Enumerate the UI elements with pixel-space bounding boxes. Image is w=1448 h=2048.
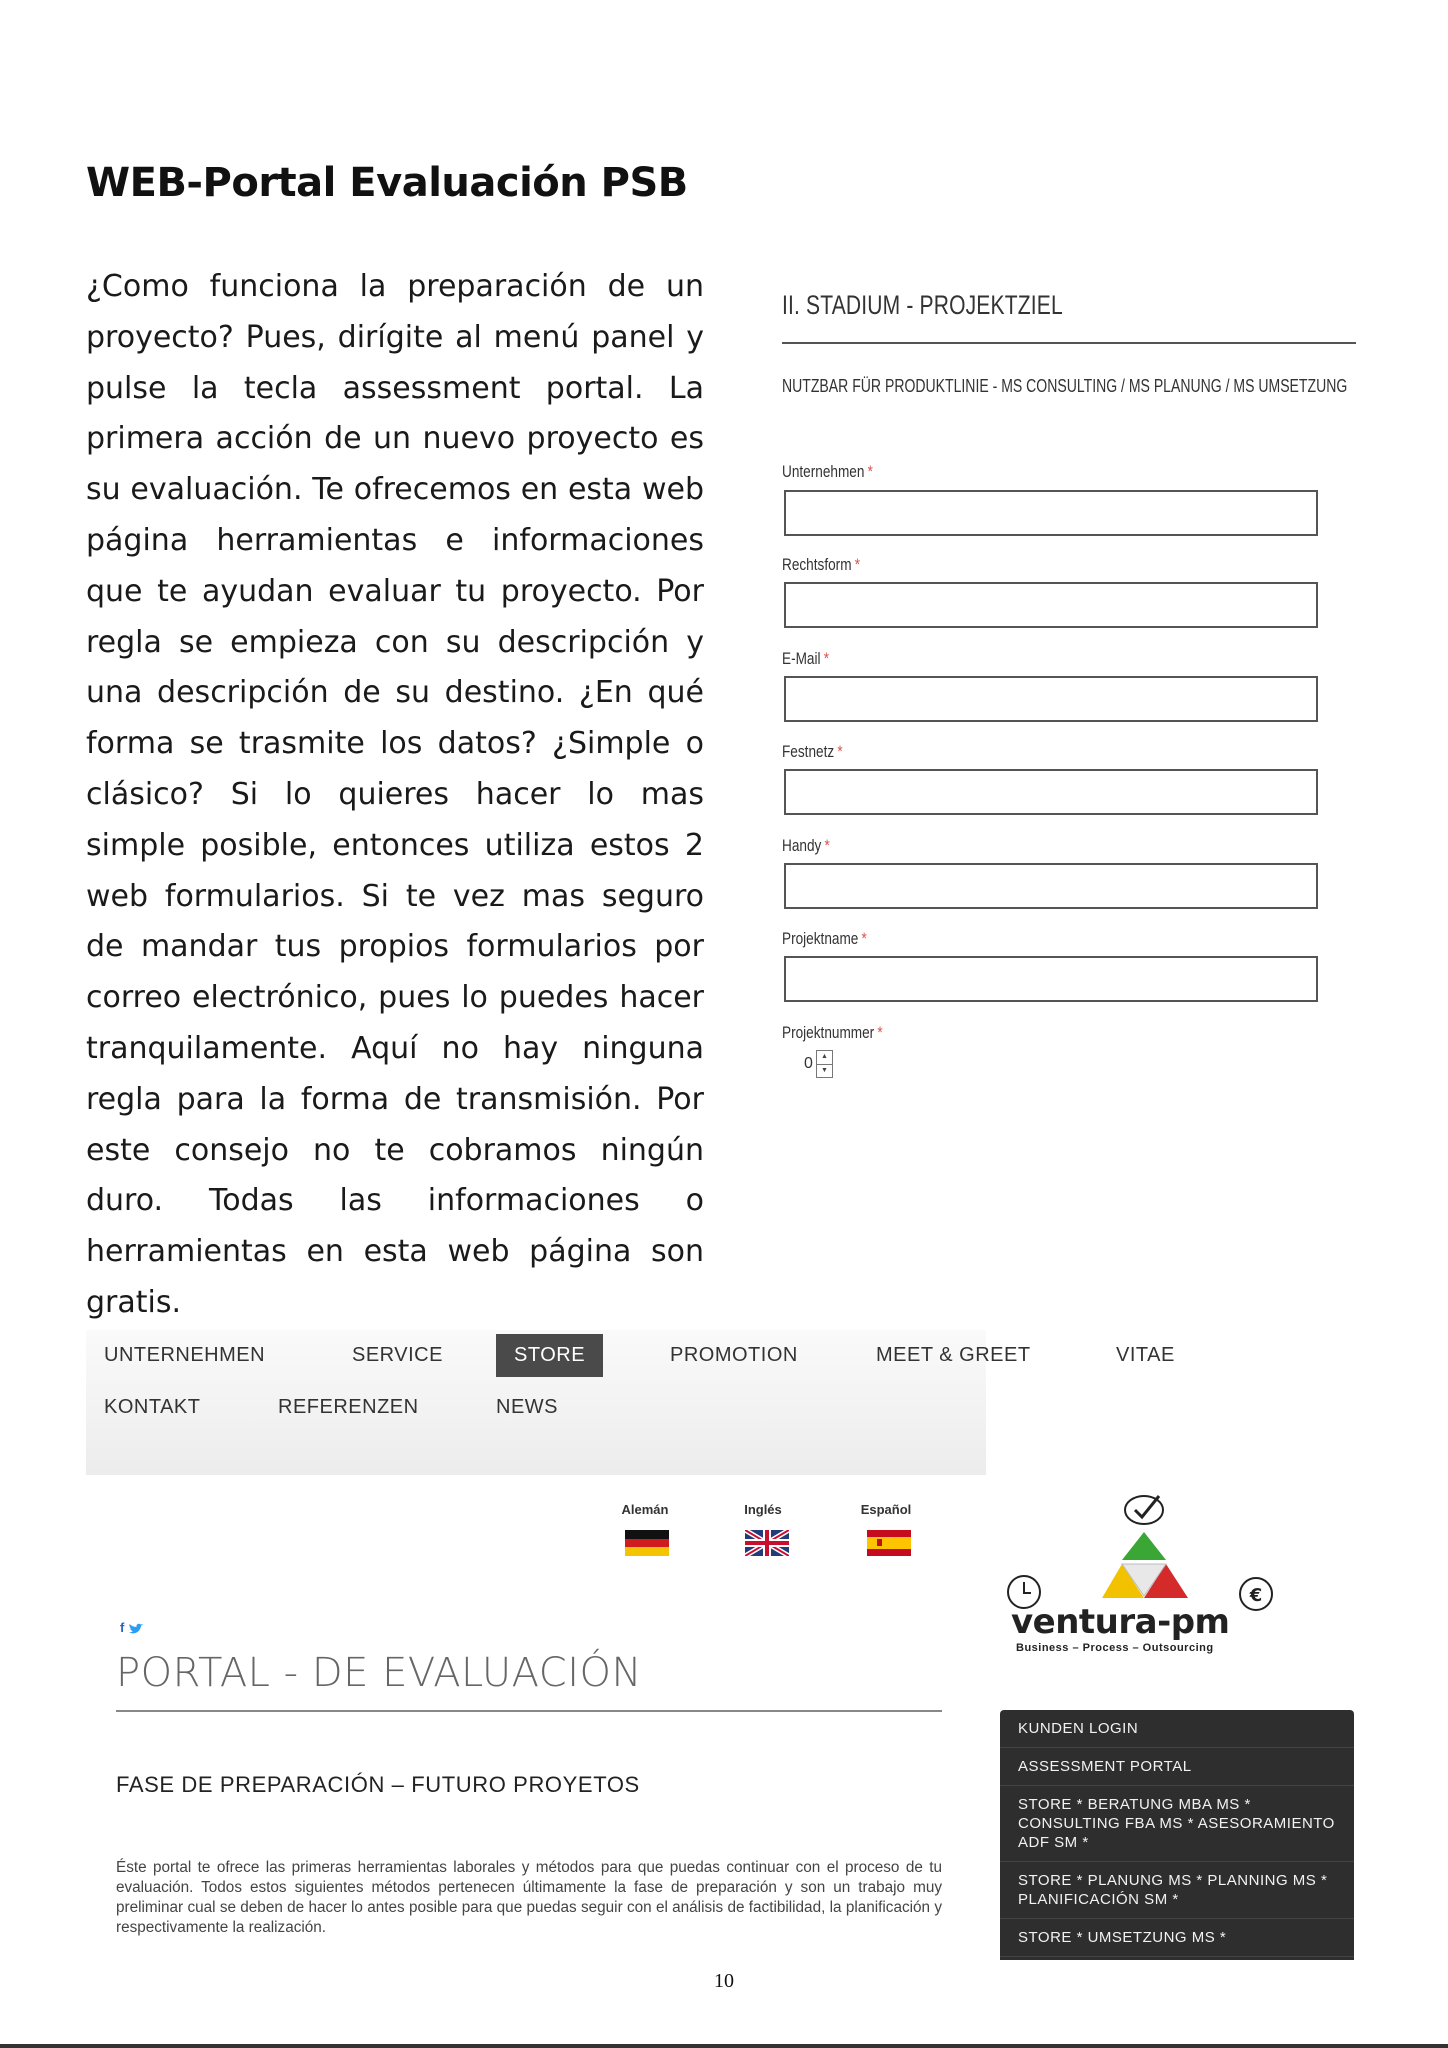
projektnummer-value: 0 [804, 1055, 813, 1072]
lang-label-ingles: Inglés [744, 1502, 782, 1517]
unternehmen-input[interactable] [784, 490, 1318, 536]
svg-text:€: € [1249, 1585, 1263, 1606]
stepper-down-icon[interactable]: ▼ [817, 1064, 832, 1078]
side-menu-store-planung[interactable]: STORE * PLANUNG MS * PLANNING MS * PLANIFICACIÓN SM * [1000, 1862, 1354, 1919]
rechtsform-input[interactable] [784, 582, 1318, 628]
german-flag-icon[interactable] [625, 1530, 669, 1556]
stepper-buttons[interactable] [816, 1050, 833, 1078]
uk-flag-icon[interactable] [745, 1530, 789, 1556]
email-input[interactable] [784, 676, 1318, 722]
form-divider [782, 342, 1356, 344]
field-label-email: E-Mail * [782, 649, 830, 668]
nav-store[interactable]: STORE [496, 1334, 603, 1377]
twitter-icon[interactable] [128, 1623, 144, 1635]
nav-news[interactable]: NEWS [496, 1396, 558, 1418]
spanish-flag-icon[interactable] [867, 1530, 911, 1556]
nav-vitae[interactable]: VITAE [1116, 1344, 1175, 1366]
festnetz-input[interactable] [784, 769, 1318, 815]
portal-intro-text: Éste portal te ofrece las primeras herramientas laborales y métodos para que puedas continuar con el proceso de tu evaluación. Todos estos siguientes métodos pertenecen últimamente la fase de preparación y son un trabajo muy preliminar cual se deben de hacer lo antes posible para que puedas seguir con el análisis de factibilidad, la planificación y respectivamente la realización. [116, 1859, 942, 1936]
portal-divider [116, 1710, 942, 1712]
field-label-rechtsform: Rechtsform * [782, 555, 861, 574]
logo-text: ventura-pm [1011, 1602, 1230, 1642]
projektname-input[interactable] [784, 956, 1318, 1002]
side-menu-store-beratung[interactable]: STORE * BERATUNG MBA MS * CONSULTING FBA MS * ASESORAMIENTO ADF SM * [1000, 1786, 1354, 1862]
side-menu-kunden-login[interactable]: KUNDEN LOGIN [1000, 1710, 1354, 1748]
website-screenshot [86, 1330, 1356, 1960]
facebook-icon[interactable]: f [120, 1620, 125, 1635]
page-title: WEB-Portal Evaluación PSB [86, 160, 688, 206]
form-title: II. STADIUM - PROJEKTZIEL [782, 290, 1063, 320]
bottom-border [0, 2044, 1448, 2048]
lang-label-espanol: Español [860, 1502, 912, 1517]
lang-label-aleman: Alemán [621, 1502, 669, 1517]
nav-referenzen[interactable]: REFERENZEN [278, 1396, 419, 1418]
projektnummer-stepper[interactable] [804, 1050, 833, 1078]
social-icons[interactable] [120, 1620, 144, 1635]
field-label-projektname: Projektname * [782, 929, 867, 948]
checkmark-icon [1125, 1496, 1163, 1524]
field-label-projektnummer: Projektnummer * [782, 1023, 883, 1042]
page-number: 10 [714, 1970, 734, 1992]
nav-service[interactable]: SERVICE [352, 1344, 443, 1366]
form-note: NUTZBAR FÜR PRODUKTLINIE - MS CONSULTING / MS PLANUNG / MS UMSETZUNG [782, 376, 1348, 396]
field-label-handy: Handy * [782, 836, 830, 855]
nav-meet-greet[interactable]: MEET & GREET [876, 1344, 1031, 1366]
field-label-unternehmen: Unternehmen * [782, 462, 873, 481]
nav-unternehmen[interactable]: UNTERNEHMEN [104, 1344, 266, 1366]
field-label-festnetz: Festnetz * [782, 742, 843, 761]
portal-title: PORTAL - DE EVALUACIÓN [116, 1650, 642, 1696]
nav-promotion[interactable]: PROMOTION [670, 1344, 798, 1366]
side-menu [1000, 1710, 1354, 1960]
nav-kontakt[interactable]: KONTAKT [104, 1396, 201, 1418]
logo-tagline: Business – Process – Outsourcing [1016, 1642, 1214, 1654]
body-paragraph: ¿Como funciona la preparación de un proyecto? Pues, dirígite al menú panel y pulse la tecla assessment portal. La primera acción de un nuevo proyecto es su evaluación. Te ofrecemos en esta web página herramientas e informaciones que te ayudan evaluar tu proyecto. Por regla se empieza con su descripción y una descripción de su destino. ¿En qué forma se trasmite los datos? ¿Simple o clásico? Si lo quieres hacer lo mas simple posible, entonces utiliza estos 2 web formularios. Si te vez mas seguro de mandar tus propios formularios por correo electrónico, pues lo puedes hacer tranquilamente. Aquí no hay ninguna regla para la forma de transmisión. Por este consejo no te cobramos ningún duro. Todas las informaciones o herramientas en esta web página son gratis. [86, 269, 704, 1320]
stepper-up-icon[interactable]: ▲ [820, 1053, 828, 1060]
form-screenshot [770, 280, 1370, 1110]
handy-input[interactable] [784, 863, 1318, 909]
side-menu-assessment-portal[interactable]: ASSESSMENT PORTAL [1000, 1748, 1354, 1786]
phase-title: FASE DE PREPARACIÓN – FUTURO PROYETOS [116, 1772, 640, 1797]
side-menu-store-umsetzung[interactable]: STORE * UMSETZUNG MS * [1000, 1919, 1354, 1957]
